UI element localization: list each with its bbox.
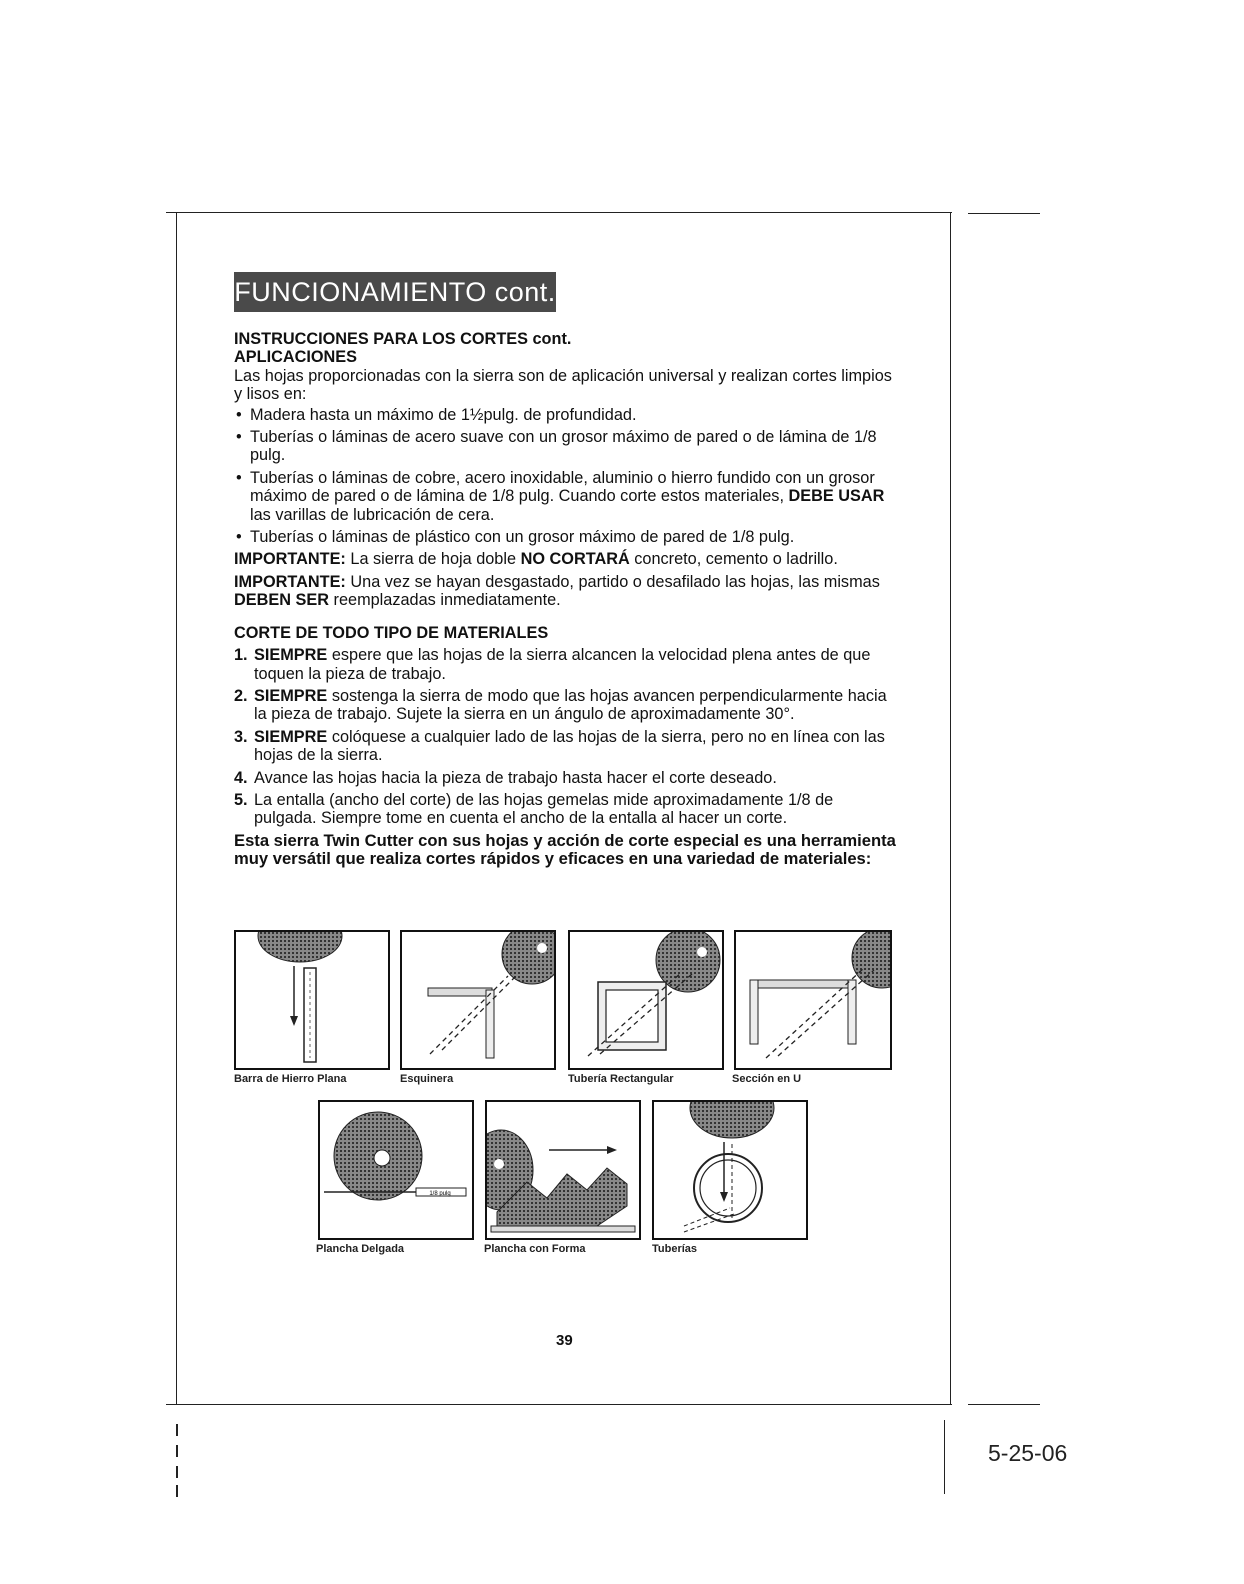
list-item <box>234 428 898 465</box>
tubes-illustration <box>654 1102 806 1238</box>
list-item <box>234 469 898 524</box>
bullet-icon: • <box>236 528 242 547</box>
flat-iron-bar-figure <box>234 930 390 1070</box>
applications-list <box>234 406 898 547</box>
list-item-text: La entalla (ancho del corte) de las hojas gemelas mide aproximadamente 1/8 de pulgada. Siempre tome en cuenta el ancho de la entalla al hacer un corte. <box>254 790 834 828</box>
emphasis-text: NO CORTARÁ <box>520 550 630 569</box>
note-text: concreto, cemento o ladrillo. <box>634 550 838 569</box>
note-text: La sierra de hoja doble <box>350 550 517 569</box>
section-title: CORTE DE TODO TIPO DE MATERIALES <box>234 623 549 642</box>
step-number: 5. <box>234 790 248 809</box>
thin-sheet-figure <box>318 1100 474 1240</box>
frame-bottom-right-line <box>968 1404 1040 1405</box>
list-item-text: colóquese a cualquier lado de las hojas de la sierra, pero no en línea con las hojas de la sierra. <box>254 727 885 765</box>
emphasis-text: SIEMPRE <box>254 686 328 705</box>
list-item <box>234 791 898 828</box>
shaped-sheet-figure <box>485 1100 641 1240</box>
frame-top-line <box>166 212 952 213</box>
list-item-text: las varillas de lubricación de cera. <box>250 505 495 524</box>
date-stamp: 5-25-06 <box>988 1440 1068 1466</box>
u-section-illustration <box>736 932 890 1068</box>
list-item-text: Madera hasta un máximo de 1½pulg. de profundidad. <box>250 405 637 424</box>
figure-caption: Barra de Hierro Plana <box>234 1073 347 1085</box>
emphasis-text: SIEMPRE <box>254 727 328 746</box>
section-banner: FUNCIONAMIENTO cont. <box>234 272 556 312</box>
list-item-text: Tuberías o láminas de acero suave con un grosor máximo de pared o de lámina de 1/8 pulg. <box>250 428 877 465</box>
step-number: 1. <box>234 646 248 665</box>
cut-mark <box>176 1466 178 1478</box>
steps-list <box>234 646 898 828</box>
emphasis-text: DEBE USAR <box>788 487 885 506</box>
bullet-icon: • <box>236 468 242 487</box>
list-item <box>234 646 898 683</box>
intro-paragraph: Las hojas proporcionadas con la sierra son de aplicación universal y realizan cortes limpios y lisos en: <box>234 366 892 404</box>
list-item-text: espere que las hojas de la sierra alcancen la velocidad plena antes de que toquen la pieza de trabajo. <box>254 646 871 683</box>
list-item-text: sostenga la sierra de modo que las hojas avancen perpendicularmente hacia la pieza de trabajo. Sujete la sierra en un ángulo de aproximadamente 30°. <box>254 686 887 724</box>
important-label: IMPORTANTE: <box>234 550 346 569</box>
frame-top-right-line <box>968 213 1040 214</box>
bullet-icon: • <box>236 405 242 424</box>
list-item <box>234 528 898 546</box>
shaped-sheet-illustration <box>487 1102 639 1238</box>
list-item-text: Avance las hojas hacia la pieza de trabajo hasta hacer el corte deseado. <box>254 768 777 787</box>
important-note <box>234 550 898 568</box>
page-number: 39 <box>556 1332 573 1349</box>
frame-bottom-line <box>166 1404 952 1405</box>
closing-paragraph: Esta sierra Twin Cutter con sus hojas y acción de corte especial es una herramienta muy versátil que realiza cortes rápidos y eficaces en una variedad de materiales: <box>234 830 896 869</box>
step-number: 4. <box>234 768 248 787</box>
flat-iron-bar-illustration <box>236 932 388 1068</box>
figure-caption: Tuberías <box>652 1243 698 1255</box>
important-label: IMPORTANTE: <box>234 572 346 591</box>
corner-iron-illustration <box>402 932 554 1068</box>
list-item-text: Tuberías o láminas de cobre, acero inoxidable, aluminio o hierro fundido con un grosor máximo de pared o de lámina de 1/8 pulg. Cuando corte estos materiales, <box>250 468 875 506</box>
tubes-figure <box>652 1100 808 1240</box>
note-text: Una vez se hayan desgastado, partido o desafilado las hojas, las mismas <box>350 572 880 591</box>
thin-sheet-illustration <box>320 1102 472 1238</box>
important-note <box>234 573 898 610</box>
figure-caption: Plancha Delgada <box>316 1243 405 1255</box>
emphasis-text: DEBEN SER <box>234 591 329 610</box>
rectangular-tube-figure <box>568 930 724 1070</box>
list-item <box>234 687 898 724</box>
frame-left-line <box>176 212 177 1404</box>
bullet-icon: • <box>236 428 242 447</box>
cut-mark <box>176 1424 178 1436</box>
cut-mark <box>176 1485 178 1497</box>
u-section-figure <box>734 930 892 1070</box>
corner-iron-figure <box>400 930 556 1070</box>
list-item <box>234 728 898 765</box>
emphasis-text: SIEMPRE <box>254 646 328 665</box>
figure-caption: Esquinera <box>400 1073 454 1085</box>
note-text: reemplazadas inmediatamente. <box>333 591 561 610</box>
thin-sheet-tag: 1/8 pulg <box>429 1191 451 1197</box>
step-number: 3. <box>234 727 248 746</box>
list-item <box>234 769 898 787</box>
list-item-text: Tuberías o láminas de plástico con un grosor máximo de pared de 1/8 pulg. <box>250 528 795 547</box>
figure-caption: Tubería Rectangular <box>568 1073 674 1085</box>
list-item <box>234 406 898 424</box>
page-content <box>234 330 898 886</box>
footer-divider-line <box>944 1420 945 1494</box>
rectangular-tube-illustration <box>570 932 722 1068</box>
figure-caption: Sección en U <box>732 1073 802 1085</box>
figure-caption: Plancha con Forma <box>484 1243 586 1255</box>
cut-mark <box>176 1445 178 1457</box>
step-number: 2. <box>234 686 248 705</box>
frame-right-line <box>950 212 951 1404</box>
subsection-title: APLICACIONES <box>234 348 358 367</box>
section-title: INSTRUCCIONES PARA LOS CORTES cont. <box>234 330 572 348</box>
